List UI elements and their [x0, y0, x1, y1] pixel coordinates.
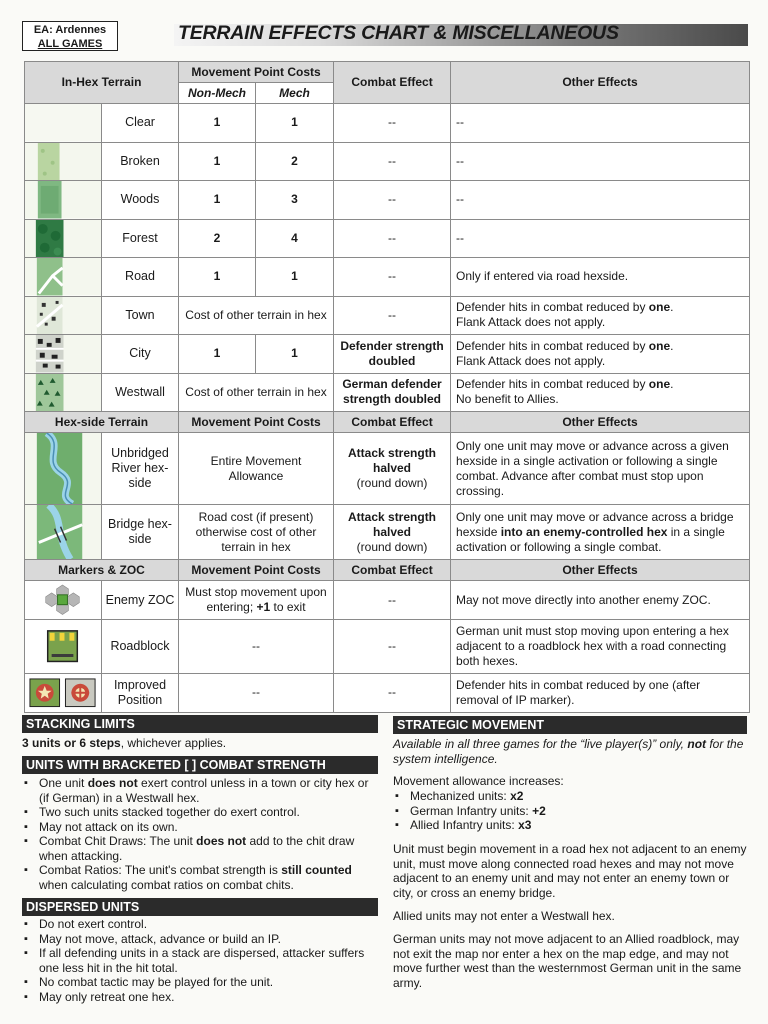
combat-effect: --	[334, 258, 451, 297]
hexside-row-river	[25, 433, 750, 505]
improved-position-marker-icon	[25, 674, 102, 713]
terrain-row-forest	[25, 219, 750, 258]
list-item: ▪ Combat Ratios: The unit's combat strength is still counted when calculating combat ratios on combat chits.	[22, 863, 378, 892]
list-item: ▪ May not attack on its own.	[22, 820, 378, 835]
movement-allowance-list	[393, 789, 749, 833]
strategic-para-3: German units may not move adjacent to an Allied roadblock, may not exit the map nor enter a hex on the map edge, and may not move further west than the westernmost German unit in the same army.	[393, 932, 742, 990]
roadblock-marker-icon	[25, 619, 102, 673]
combat-effect-header: Combat Effect	[334, 560, 451, 581]
non-mech-header: Non-Mech	[179, 83, 256, 104]
mech-cost: 3	[256, 181, 334, 220]
other-effects: Defender hits in combat reduced by one. No benefit to Allies.	[451, 373, 750, 412]
terrain-row-city	[25, 335, 750, 374]
terrain-name: Road	[102, 258, 179, 297]
terrain-row-town	[25, 296, 750, 335]
list-item: ▪ Combat Chit Draws: The unit does not add to the chit draw when attacking.	[22, 834, 378, 863]
terrain-name: Westwall	[102, 373, 179, 412]
combat-effect: Attack strength halved (round down)	[334, 505, 451, 560]
hexside-terrain-header: Hex-side Terrain	[25, 412, 179, 433]
other-effects: Defender hits in combat reduced by one (after removal of IP marker).	[451, 674, 750, 713]
other-effects: Defender hits in combat reduced by one. Flank Attack does not apply.	[451, 335, 750, 374]
broken-terrain-icon	[25, 142, 102, 181]
mp-cost: --	[179, 619, 334, 673]
mech-cost: 1	[256, 104, 334, 143]
terrain-name: City	[102, 335, 179, 374]
combat-effect: German defender strength doubled	[334, 373, 451, 412]
list-item: ▪ Do not exert control.	[22, 917, 378, 932]
marker-row-roadblock	[25, 619, 750, 673]
in-hex-terrain-header: In-Hex Terrain	[25, 62, 179, 104]
badge-line-1: EA: Ardennes	[33, 24, 107, 36]
mp-costs-header: Movement Point Costs	[179, 560, 334, 581]
terrain-name: Forest	[102, 219, 179, 258]
mp-costs-header: Movement Point Costs	[179, 62, 334, 83]
marker-name: Roadblock	[102, 619, 179, 673]
other-effects: Only one unit may move or advance across a bridge hexside into an enemy-controlled hex in a single activation or following a single combat.	[451, 505, 750, 560]
game-badge	[22, 21, 118, 51]
list-item: ▪ May not move, attack, advance or build an IP.	[22, 932, 378, 947]
marker-row-improved-position	[25, 674, 750, 713]
terrain-name: Unbridged River hex-side	[102, 433, 179, 505]
list-item: ▪ Mechanized units: x2	[393, 789, 749, 804]
terrain-name: Bridge hex-side	[102, 505, 179, 560]
badge-line-2: ALL GAMES	[37, 38, 103, 50]
stacking-limits-text: 3 units or 6 steps, whichever applies.	[22, 736, 227, 750]
terrain-row-road	[25, 258, 750, 297]
combat-effect: --	[334, 619, 451, 673]
page-title: TERRAIN EFFECTS CHART & MISCELLANEOUS	[178, 22, 619, 44]
strategic-para-2: Allied units may not enter a Westwall hex.	[393, 909, 615, 923]
non-mech-cost: 1	[179, 335, 256, 374]
other-effects-header: Other Effects	[451, 62, 750, 104]
terrain-name: Broken	[102, 142, 179, 181]
combat-effect-header: Combat Effect	[334, 412, 451, 433]
terrain-name: Woods	[102, 181, 179, 220]
non-mech-cost: 1	[179, 104, 256, 143]
marker-name: Enemy ZOC	[102, 581, 179, 620]
markers-header-row	[25, 560, 750, 581]
mp-cost: --	[179, 674, 334, 713]
list-item: ▪ May only retreat one hex.	[22, 990, 378, 1005]
other-effects: Only one unit may move or advance across a given hexside in a single activation or following a single combat. Advance after combat must stop upon crossing.	[451, 433, 750, 505]
mech-cost: 1	[256, 335, 334, 374]
movement-allowance-label: Movement allowance increases:	[393, 774, 564, 788]
city-terrain-icon	[25, 335, 102, 374]
other-effects-header: Other Effects	[451, 412, 750, 433]
strategic-movement-header: STRATEGIC MOVEMENT	[393, 716, 747, 734]
non-mech-cost: 1	[179, 181, 256, 220]
marker-name: Improved Position	[102, 674, 179, 713]
mech-cost: 4	[256, 219, 334, 258]
road-terrain-icon	[25, 258, 102, 297]
westwall-terrain-icon	[25, 373, 102, 412]
combat-effect: --	[334, 181, 451, 220]
bracketed-units-header: UNITS WITH BRACKETED [ ] COMBAT STRENGTH	[22, 756, 378, 774]
combat-effect: --	[334, 581, 451, 620]
other-effects: --	[451, 181, 750, 220]
terrain-name: Town	[102, 296, 179, 335]
non-mech-cost: 1	[179, 258, 256, 297]
hexside-row-bridge	[25, 505, 750, 560]
river-hexside-icon	[25, 433, 102, 505]
combat-effect: --	[334, 219, 451, 258]
mech-header: Mech	[256, 83, 334, 104]
terrain-row-westwall	[25, 373, 750, 412]
combat-effect: --	[334, 104, 451, 143]
stacking-limits-header: STACKING LIMITS	[22, 715, 378, 733]
terrain-effects-table	[24, 61, 750, 713]
forest-terrain-icon	[25, 219, 102, 258]
clear-terrain-icon	[25, 104, 102, 143]
mech-cost: 2	[256, 142, 334, 181]
mech-cost: 1	[256, 258, 334, 297]
non-mech-cost: 2	[179, 219, 256, 258]
list-item: ▪ If all defending units in a stack are dispersed, attacker suffers one less hit in the hit total.	[22, 946, 378, 975]
combat-effect: --	[334, 674, 451, 713]
mp-cost: Must stop movement upon entering; +1 to exit	[179, 581, 334, 620]
terrain-name: Clear	[102, 104, 179, 143]
marker-row-zoc	[25, 581, 750, 620]
mp-cost: Road cost (if present) otherwise cost of other terrain in hex	[179, 505, 334, 560]
dispersed-units-header: DISPERSED UNITS	[22, 898, 378, 916]
strategic-intro: Available in all three games for the “live player(s)” only, not for the system intelligence.	[393, 737, 744, 766]
list-item: ▪ Allied Infantry units: x3	[393, 818, 749, 833]
town-terrain-icon	[25, 296, 102, 335]
dispersed-units-list	[22, 917, 378, 1004]
non-mech-cost: 1	[179, 142, 256, 181]
bridge-hexside-icon	[25, 505, 102, 560]
list-item: ▪ No combat tactic may be played for the unit.	[22, 975, 378, 990]
other-effects: Only if entered via road hexside.	[451, 258, 750, 297]
terrain-row-clear	[25, 104, 750, 143]
combat-effect: --	[334, 296, 451, 335]
combat-effect: Attack strength halved (round down)	[334, 433, 451, 505]
other-effects: Defender hits in combat reduced by one. Flank Attack does not apply.	[451, 296, 750, 335]
other-effects: German unit must stop moving upon entering a hex adjacent to a roadblock hex with a road connecting both hexes.	[451, 619, 750, 673]
mp-costs-header: Movement Point Costs	[179, 412, 334, 433]
combat-effect: Defender strength doubled	[334, 335, 451, 374]
strategic-para-1: Unit must begin movement in a road hex not adjacent to an enemy unit, must move along connected road hexes and may not move adjacent to an enemy unit and may not enter an enemy town or city, or cross an enemy bridge.	[393, 842, 747, 900]
other-effects: --	[451, 142, 750, 181]
bracketed-units-list	[22, 776, 378, 892]
other-effects: May not move directly into another enemy ZOC.	[451, 581, 750, 620]
list-item: ▪ German Infantry units: +2	[393, 804, 749, 819]
other-effects: --	[451, 104, 750, 143]
markers-zoc-header: Markers & ZOC	[25, 560, 179, 581]
mp-cost: Cost of other terrain in hex	[179, 373, 334, 412]
combat-effect-header: Combat Effect	[334, 62, 451, 104]
mp-cost: Cost of other terrain in hex	[179, 296, 334, 335]
hexside-header-row	[25, 412, 750, 433]
zoc-hexes-icon	[25, 581, 102, 620]
combat-effect: --	[334, 142, 451, 181]
mp-cost: Entire Movement Allowance	[179, 433, 334, 505]
terrain-row-broken	[25, 142, 750, 181]
list-item: ▪ One unit does not exert control unless in a town or city hex or (if German) in a Westwall hex.	[22, 776, 378, 805]
other-effects: --	[451, 219, 750, 258]
other-effects-header: Other Effects	[451, 560, 750, 581]
terrain-row-woods	[25, 181, 750, 220]
woods-terrain-icon	[25, 181, 102, 220]
list-item: ▪ Two such units stacked together do exert control.	[22, 805, 378, 820]
